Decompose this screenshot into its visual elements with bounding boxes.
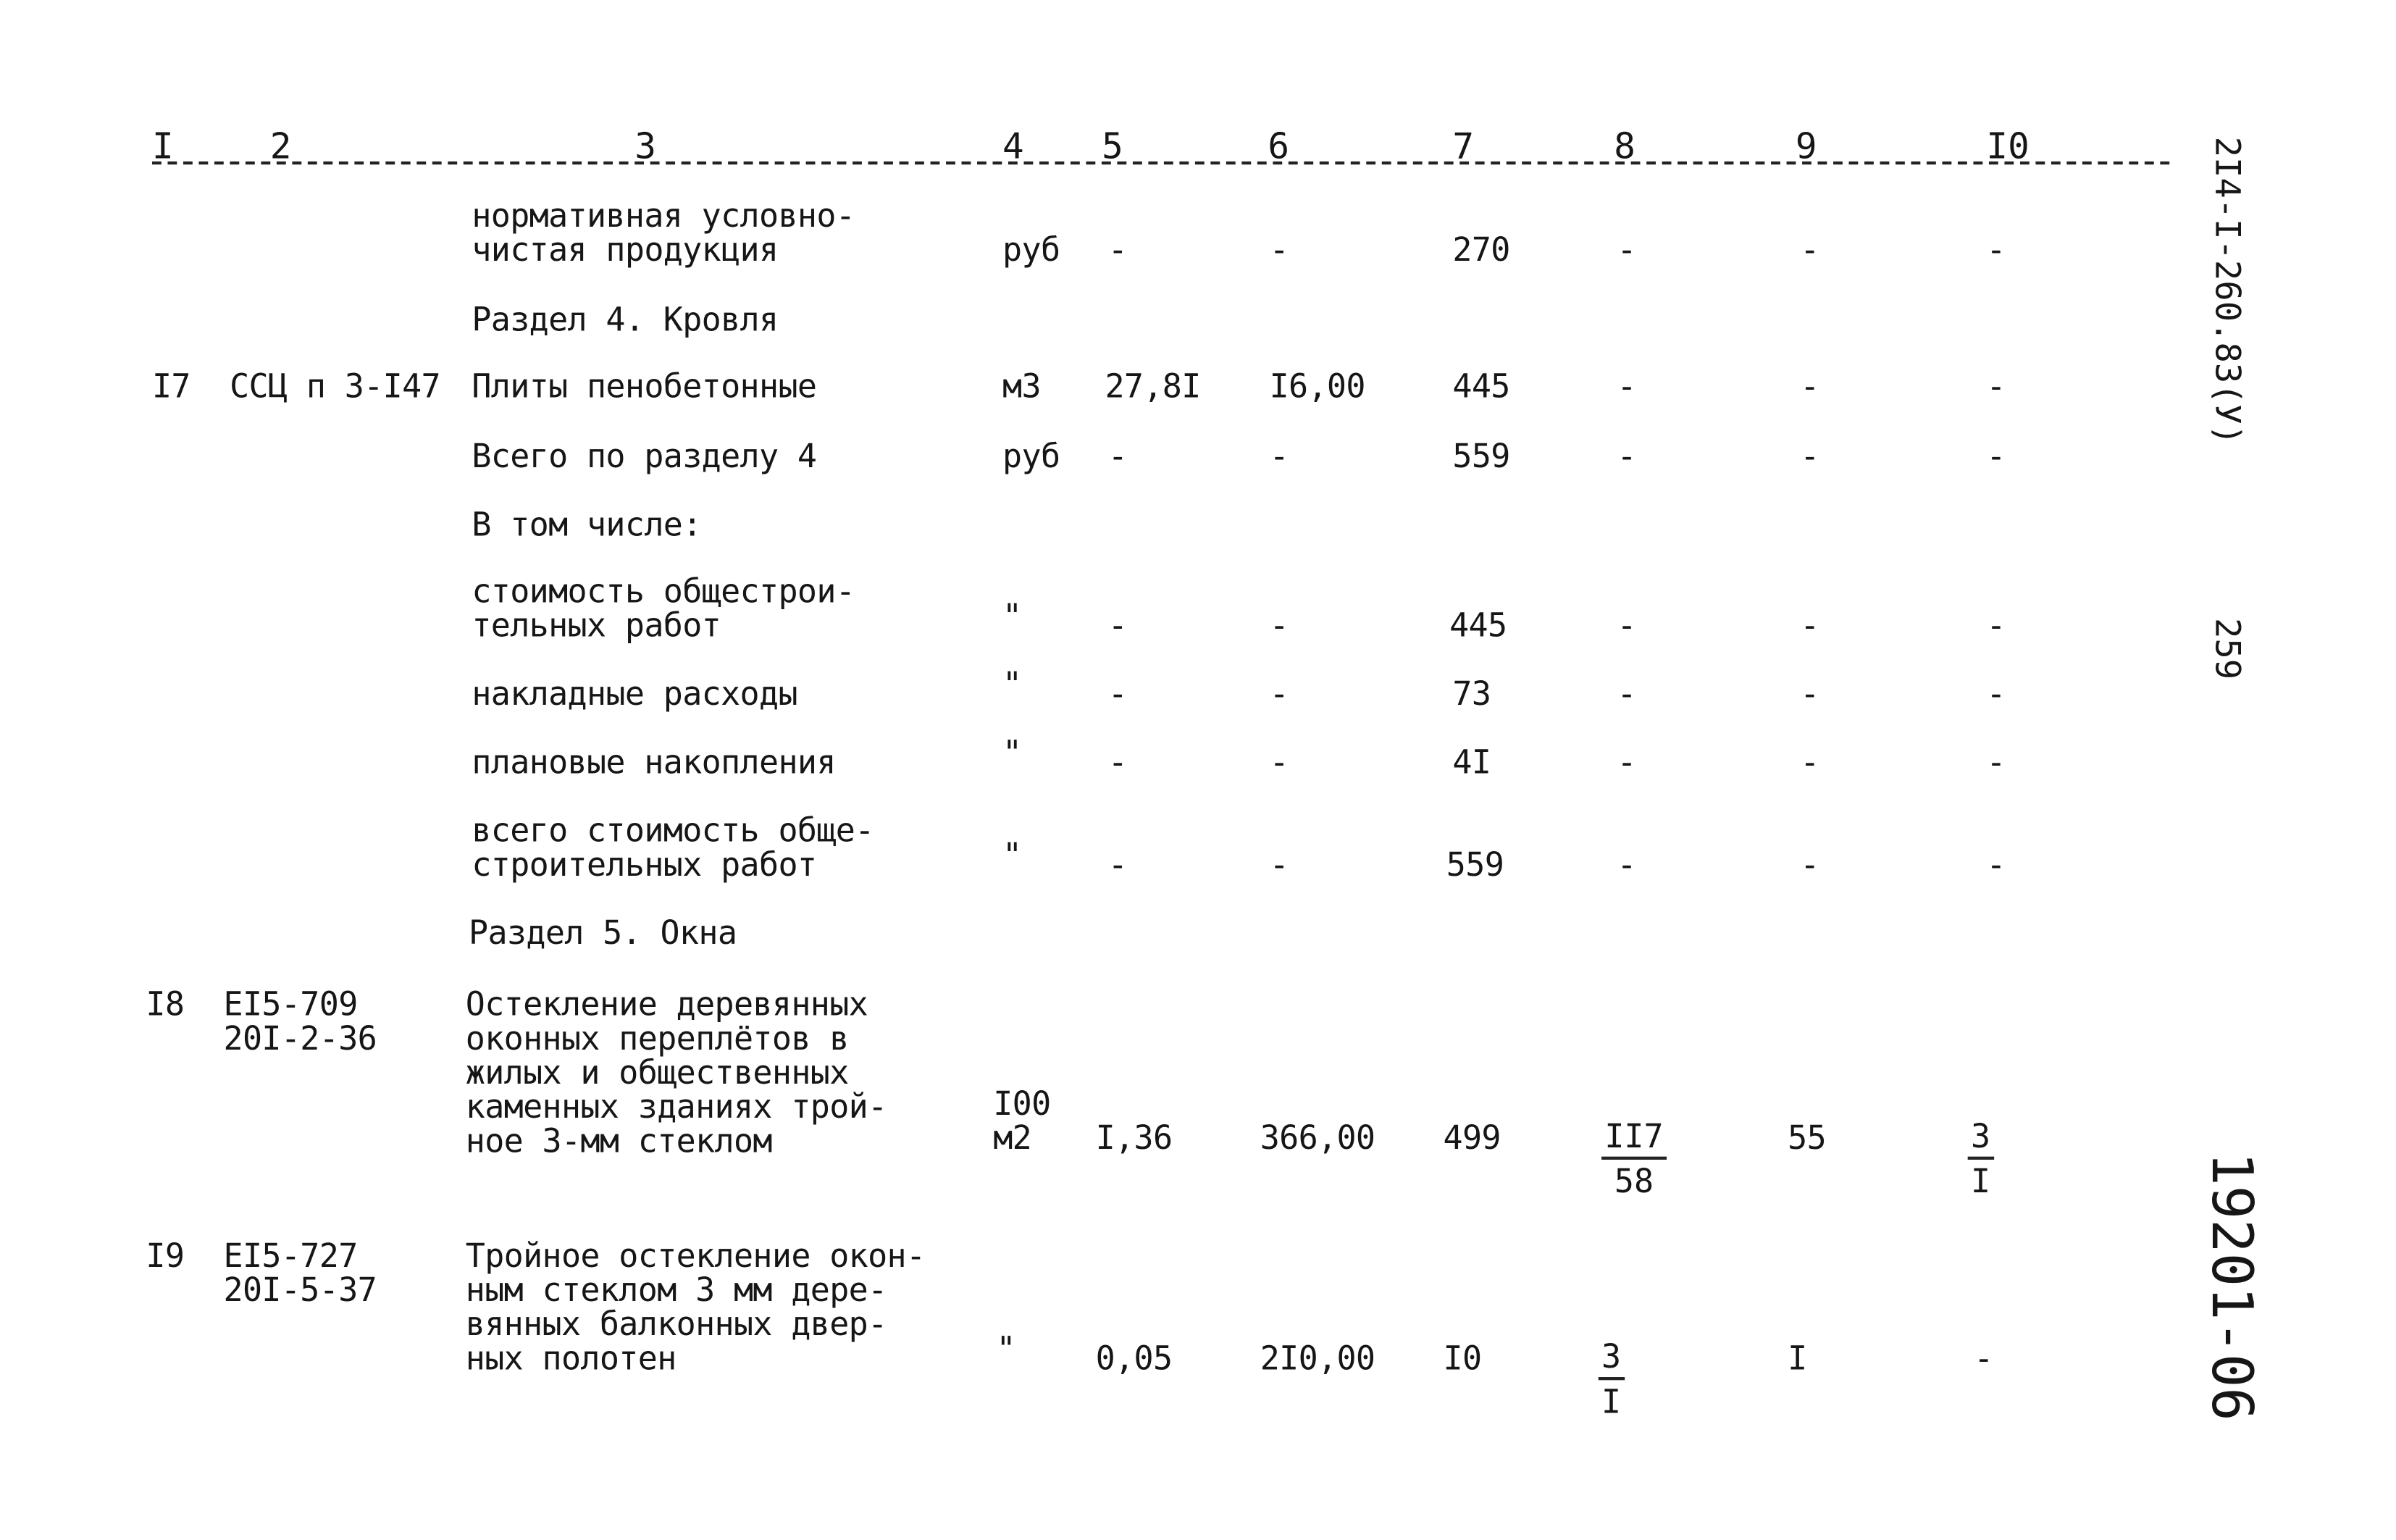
row-description: Всего по разделу 4 (472, 438, 817, 475)
row-col7: 559 (1452, 438, 1510, 475)
row-col10: - (1974, 1339, 1993, 1378)
row-col8: - (1617, 675, 1636, 713)
row-description: чистая продукция (472, 231, 779, 269)
document-code: 2I4-I-260.83(У) (2206, 136, 2246, 445)
row-col7: 270 (1452, 231, 1510, 269)
row-description: Плиты пенобетонные (472, 367, 817, 406)
row-number: I8 (146, 985, 185, 1024)
row-description: тельных работ (472, 606, 721, 645)
row-col5: - (1107, 846, 1128, 884)
fraction-denominator: 58 (1614, 1163, 1654, 1200)
row-description: стоимость общестрои- (472, 572, 855, 611)
row-description: оконных переплётов в (465, 1020, 849, 1058)
row-unit: м2 (993, 1119, 1032, 1157)
row-description: ных полотен (465, 1339, 677, 1378)
row-unit: руб (1002, 438, 1060, 475)
section-heading: Раздел 4. Кровля (472, 301, 779, 339)
row-col6: 366,00 (1260, 1119, 1375, 1157)
row-col10: - (1986, 438, 2006, 475)
row-col7: 73 (1452, 675, 1491, 713)
row-description: ным стеклом 3 мм дере- (465, 1271, 887, 1309)
row-col10: - (1986, 846, 2006, 884)
row-col5: - (1107, 438, 1128, 475)
row-col5: 0,05 (1095, 1339, 1173, 1378)
row-unit: " (996, 1330, 1015, 1368)
row-col7: 445 (1449, 606, 1507, 645)
row-col8: - (1617, 367, 1636, 406)
row-unit: " (1002, 666, 1022, 703)
row-unit: " (1002, 598, 1022, 635)
row-description: всего стоимость обще- (472, 811, 874, 850)
row-col7: 559 (1446, 846, 1504, 884)
fraction-denominator: I (1970, 1163, 1991, 1200)
row-col5: I,36 (1095, 1119, 1173, 1157)
row-col5: - (1107, 606, 1128, 645)
page-number: 259 (2206, 617, 2246, 680)
row-col9: - (1800, 231, 1819, 269)
column-header-7: 7 (1452, 127, 1475, 168)
column-header-2: 2 (269, 127, 292, 168)
column-header-3: 3 (634, 127, 656, 168)
header-divider (152, 162, 2169, 164)
row-col5: - (1107, 675, 1128, 713)
row-col6: - (1269, 675, 1289, 713)
row-col10: - (1986, 675, 2006, 713)
column-header-1: I (151, 127, 174, 168)
row-code: ЕI5-709 (223, 985, 358, 1024)
row-col10: - (1986, 231, 2006, 269)
row-col6: - (1269, 743, 1289, 782)
row-number: I9 (146, 1237, 185, 1275)
row-col6: - (1269, 438, 1289, 475)
row-col7: I0 (1443, 1339, 1482, 1378)
row-code: ССЦ п 3-I47 (230, 367, 441, 406)
row-col9: - (1800, 846, 1819, 884)
row-unit: I00 (993, 1085, 1051, 1123)
row-col6: - (1269, 231, 1289, 269)
fraction-numerator: II7 (1601, 1118, 1667, 1160)
row-description: вянных балконных двер- (465, 1305, 887, 1343)
row-col10-fraction (1968, 1118, 1994, 1200)
row-col9: - (1800, 438, 1819, 475)
row-description: строительных работ (472, 846, 817, 884)
row-col7: 4I (1452, 743, 1491, 782)
row-number: I7 (151, 367, 190, 406)
fraction-denominator: I (1601, 1383, 1622, 1421)
row-col6: 2I0,00 (1260, 1339, 1375, 1378)
row-description: плановые накопления (472, 743, 836, 782)
sheet-code: 19201-06 (2198, 1152, 2263, 1421)
row-col8: - (1617, 743, 1636, 782)
row-col8: - (1617, 846, 1636, 884)
row-description: жилых и общественных (465, 1054, 849, 1092)
row-col6: - (1269, 846, 1289, 884)
row-unit: " (1002, 734, 1022, 772)
row-col9: - (1800, 743, 1819, 782)
row-col9: - (1800, 675, 1819, 713)
column-header-10: I0 (1986, 127, 2030, 168)
column-header-8: 8 (1614, 127, 1635, 168)
row-col10: - (1986, 743, 2006, 782)
row-description: ное 3-мм стеклом (465, 1122, 772, 1160)
row-col8: - (1617, 438, 1636, 475)
row-description: каменных зданиях трой- (465, 1088, 887, 1126)
row-col9: - (1800, 606, 1819, 645)
row-unit: руб (1002, 231, 1060, 269)
row-code: 20I-2-36 (223, 1020, 377, 1058)
row-col7: 445 (1452, 367, 1510, 406)
row-col7: 499 (1443, 1119, 1501, 1157)
row-col5: - (1107, 231, 1128, 269)
row-col8-fraction (1599, 1338, 1625, 1420)
row-col8: - (1617, 231, 1636, 269)
column-header-6: 6 (1268, 127, 1290, 168)
row-code: ЕI5-727 (223, 1237, 358, 1275)
row-col6: I6,00 (1269, 367, 1365, 406)
row-col9: - (1800, 367, 1819, 406)
row-unit: м3 (1002, 367, 1041, 406)
row-col8-fraction (1601, 1118, 1667, 1200)
row-col5: - (1107, 743, 1128, 782)
row-col6: - (1269, 606, 1289, 645)
column-header-9: 9 (1795, 127, 1817, 168)
row-description: Остекление деревянных (465, 985, 868, 1024)
row-description: нормативная условно- (472, 197, 855, 235)
row-description: накладные расходы (472, 675, 797, 713)
row-col9: I (1788, 1339, 1807, 1378)
row-col8: - (1617, 606, 1636, 645)
section-heading: Раздел 5. Окна (469, 914, 737, 952)
fraction-numerator: 3 (1599, 1338, 1625, 1380)
subheading: В том числе: (472, 506, 702, 544)
row-col10: - (1986, 606, 2006, 645)
column-header-5: 5 (1102, 127, 1123, 168)
row-col10: - (1986, 367, 2006, 406)
fraction-numerator: 3 (1968, 1118, 1994, 1160)
row-code: 20I-5-37 (223, 1271, 377, 1309)
row-col5: 27,8I (1105, 367, 1201, 406)
row-unit: " (1002, 837, 1022, 874)
row-col9: 55 (1788, 1119, 1827, 1157)
column-header-4: 4 (1002, 127, 1024, 168)
row-description: Тройное остекление окон- (465, 1237, 926, 1275)
